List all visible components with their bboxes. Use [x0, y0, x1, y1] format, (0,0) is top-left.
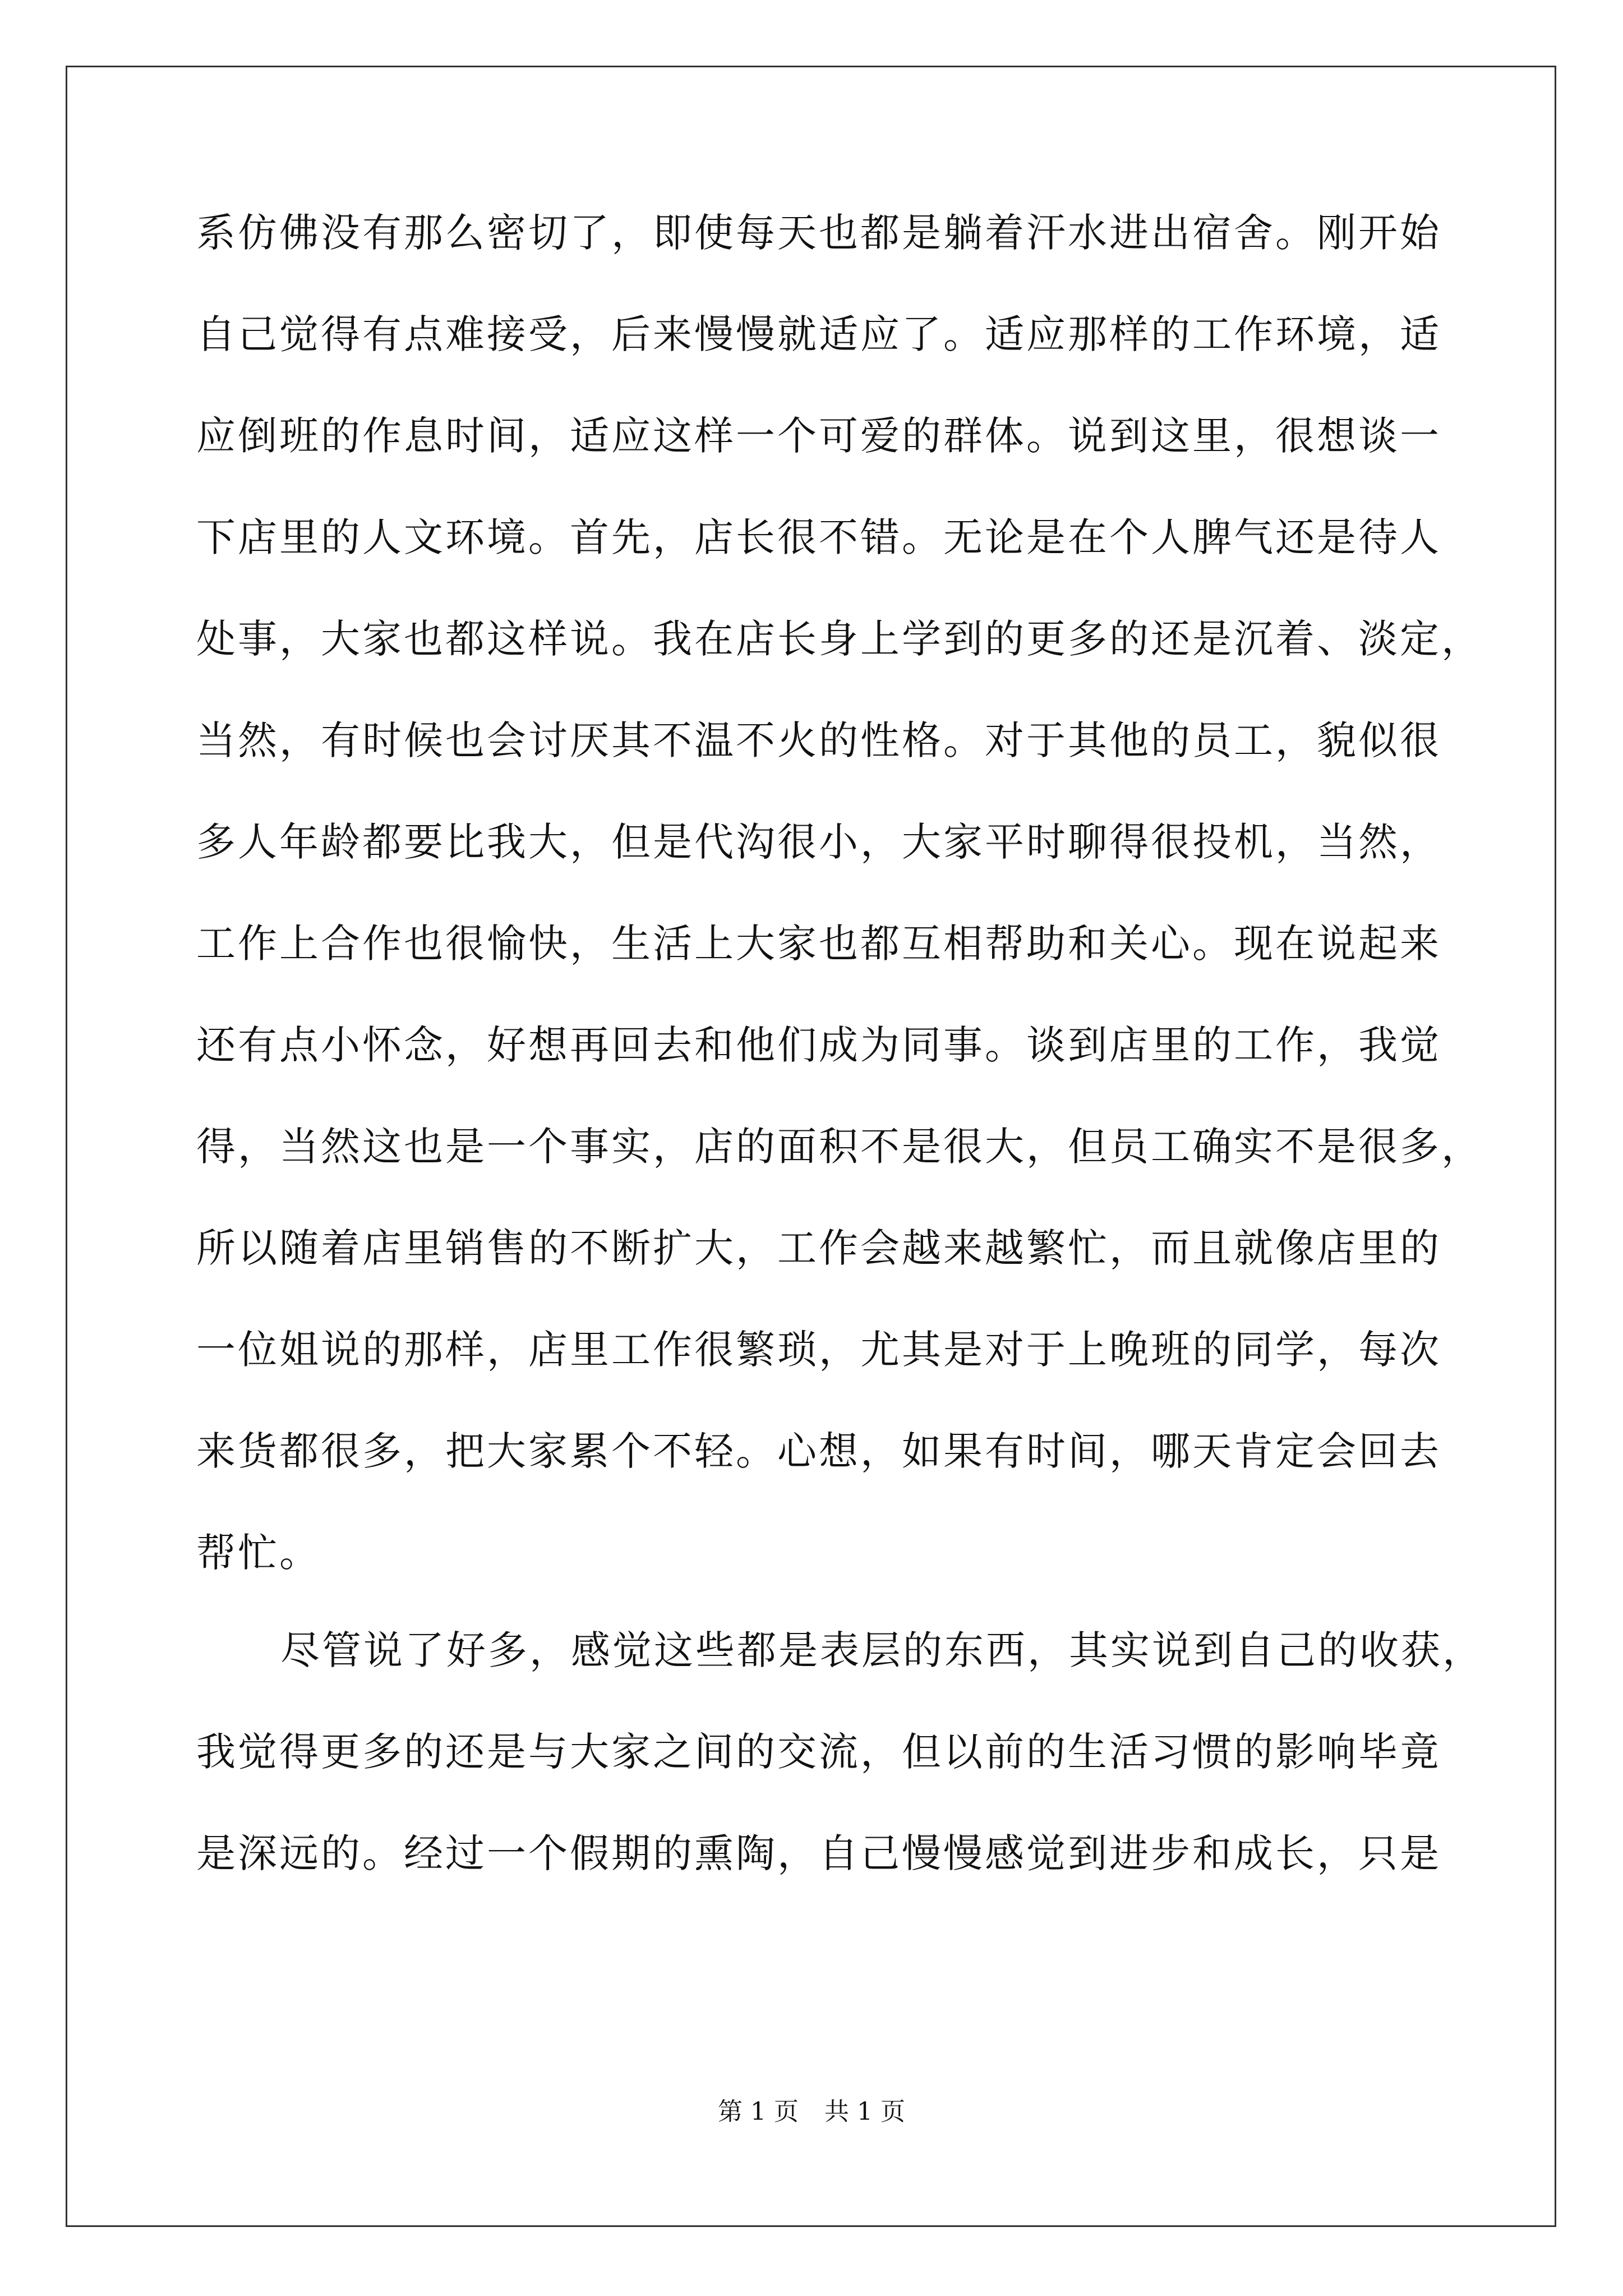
text-line: 多人年龄都要比我大，但是代沟很小，大家平时聊得很投机，当然，: [196, 819, 1441, 865]
text-line: 应倒班的作息时间，适应这样一个可爱的群体。说到这里，很想谈一: [196, 413, 1441, 459]
paragraph-1: [196, 210, 1483, 1631]
paragraph-2: [196, 1627, 1484, 1935]
text-line: 所以随着店里销售的不断扩大，工作会越来越繁忙，而且就像店里的: [196, 1225, 1441, 1271]
text-line: 当然，有时候也会讨厌其不温不火的性格。对于其他的员工，貌似很: [196, 717, 1441, 763]
page-total: 共 1 页: [824, 2097, 905, 2126]
text-line: 帮忙。: [196, 1530, 321, 1576]
text-line: 还有点小怀念，好想再回去和他们成为同事。谈到店里的工作，我觉: [196, 1022, 1441, 1068]
text-line: 是深远的。经过一个假期的熏陶，自己慢慢感觉到进步和成长，只是: [196, 1830, 1441, 1876]
text-line: 处事，大家也都这样说。我在店长身上学到的更多的还是沉着、淡定，: [196, 616, 1483, 662]
page-number: 第 1 页: [718, 2097, 799, 2126]
text-line: 系仿佛没有那么密切了，即使每天也都是躺着汗水进出宿舍。刚开始: [196, 210, 1441, 256]
text-line: 我觉得更多的还是与大家之间的交流，但以前的生活习惯的影响毕竟: [196, 1729, 1441, 1775]
text-line: 自己觉得有点难接受，后来慢慢就适应了。适应那样的工作环境，适: [196, 311, 1441, 357]
text-line: 工作上合作也很愉快，生活上大家也都互相帮助和关心。现在说起来: [196, 921, 1441, 967]
document-body: [196, 210, 1484, 1935]
text-line: 得，当然这也是一个事实，店的面积不是很大，但员工确实不是很多，: [196, 1124, 1483, 1170]
text-line: 来货都很多，把大家累个不轻。心想，如果有时间，哪天肯定会回去: [196, 1428, 1441, 1474]
text-line: 一位姐说的那样，店里工作很繁琐，尤其是对于上晚班的同学，每次: [196, 1327, 1441, 1373]
page-footer: [0, 2097, 1623, 2126]
text-line: 下店里的人文环境。首先，店长很不错。无论是在个人脾气还是待人: [196, 514, 1441, 560]
text-line: 尽管说了好多，感觉这些都是表层的东西，其实说到自己的收获，: [280, 1627, 1484, 1673]
